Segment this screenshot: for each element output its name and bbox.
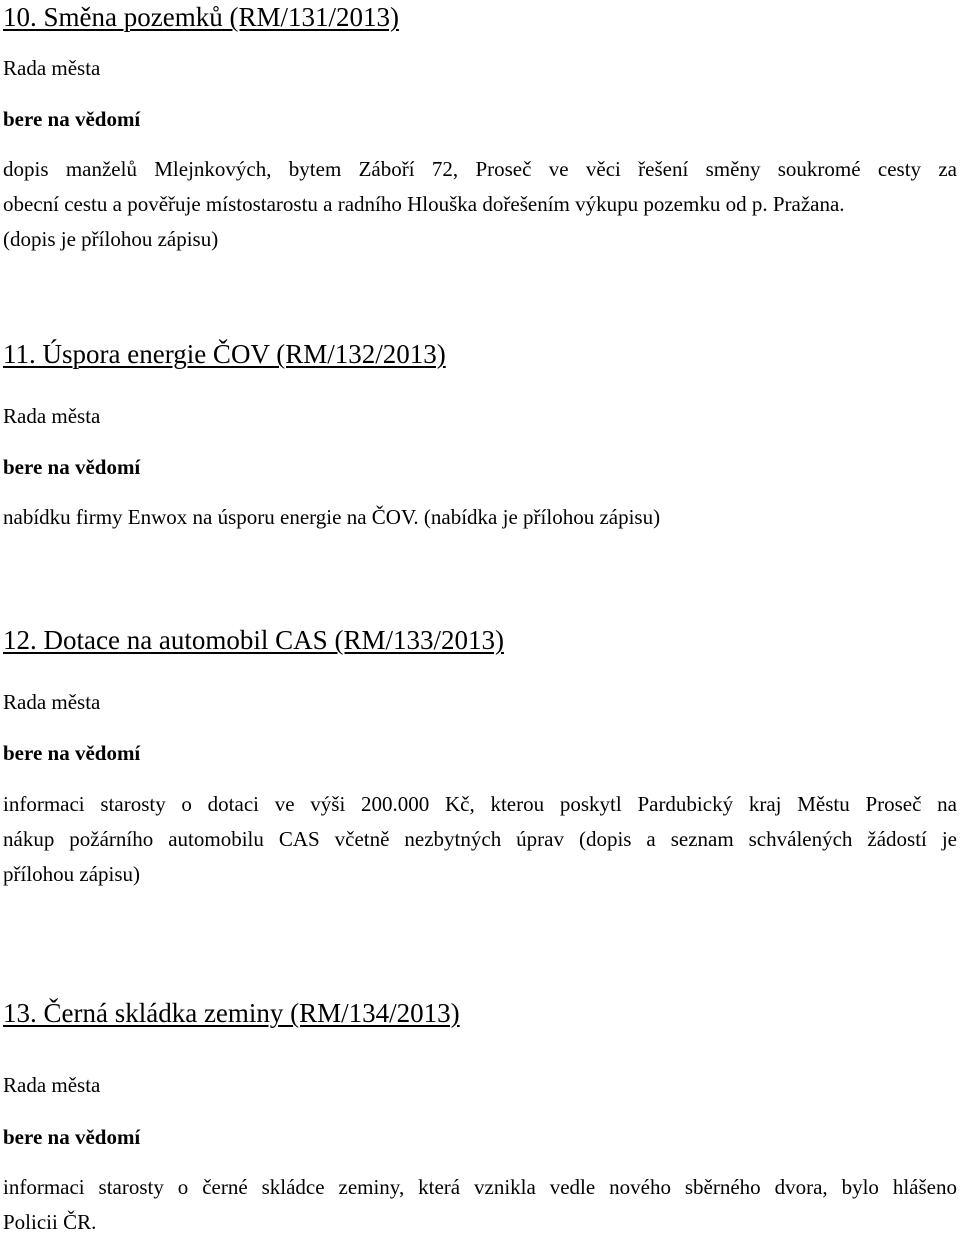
item-text-line: (dopis je přílohou zápisu)	[3, 227, 219, 251]
item-body-label: Rada města	[3, 690, 101, 714]
item-action-label: bere na vědomí	[3, 1125, 141, 1149]
item-text-line: informaci starosty o dotaci ve výši 200.000 Kč, kterou poskytl Pardubický kraj Městu Proseč na	[3, 792, 957, 816]
item-heading: 13. Černá skládka zeminy (RM/134/2013)	[3, 998, 460, 1028]
item-text-line: nabídku firmy Enwox na úsporu energie na ČOV. (nabídka je přílohou zápisu)	[3, 505, 661, 529]
item-heading: 10. Směna pozemků (RM/131/2013)	[3, 2, 399, 32]
item-text-line: přílohou zápisu)	[3, 862, 141, 886]
item-heading: 12. Dotace na automobil CAS (RM/133/2013)	[3, 625, 504, 655]
item-text-line: obecní cestu a pověřuje místostarostu a radního Hlouška dořešením výkupu pozemku od p. Pražana.	[3, 192, 845, 216]
item-body-label: Rada města	[3, 56, 101, 80]
item-text	[3, 500, 957, 535]
item-heading: 11. Úspora energie ČOV (RM/132/2013)	[3, 339, 446, 369]
item-text	[3, 787, 957, 892]
item-action-label: bere na vědomí	[3, 741, 141, 765]
item-action-label: bere na vědomí	[3, 107, 141, 131]
item-text-line: Policii ČR.	[3, 1210, 97, 1234]
item-text-line: informaci starosty o černé skládce zeminy, která vznikla vedle nového sběrného dvora, bylo hlášeno	[3, 1175, 957, 1199]
item-text	[3, 152, 957, 257]
item-text-line: dopis manželů Mlejnkových, bytem Záboří 72, Proseč ve věci řešení směny soukromé cesty za	[3, 157, 957, 181]
item-action-label: bere na vědomí	[3, 455, 141, 479]
item-body-label: Rada města	[3, 1073, 101, 1097]
item-text	[3, 1170, 957, 1240]
item-text-line: nákup požárního automobilu CAS včetně nezbytných úprav (dopis a seznam schválených žádostí je	[3, 827, 957, 851]
item-body-label: Rada města	[3, 404, 101, 428]
